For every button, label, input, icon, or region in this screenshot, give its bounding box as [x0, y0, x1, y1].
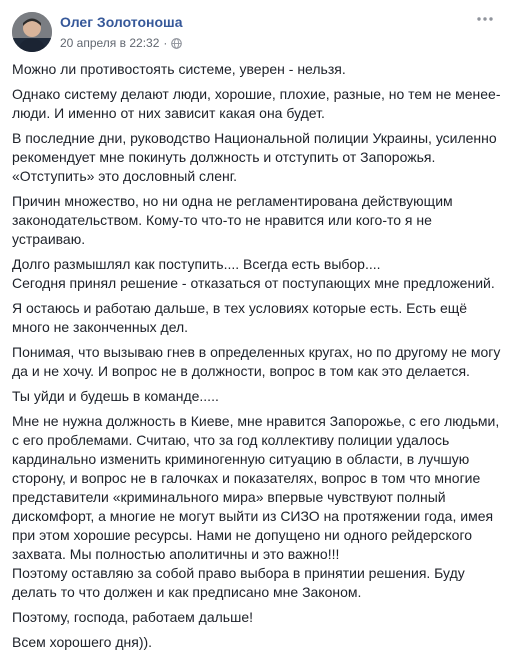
post-text: [12, 60, 501, 658]
post-text-line: делать то что должен и как предписано мне Законом.: [12, 584, 362, 600]
post-paragraph: [12, 412, 501, 602]
post-paragraph: [12, 633, 501, 652]
author-name[interactable]: Олег Золотоноша: [60, 14, 183, 30]
post-text-line: представители «криминального мира» впервые чувствуют полный: [12, 489, 446, 505]
post-text-line: Всем хорошего дня)).: [12, 634, 153, 650]
post-timestamp[interactable]: 20 апреля в 22:32: [60, 36, 160, 50]
post-text-line: устраиваю.: [12, 231, 86, 247]
post-text-line: «Отступить» это дословный сленг.: [12, 168, 238, 184]
post-paragraph: [12, 343, 501, 381]
post-paragraph: [12, 387, 501, 406]
post-paragraph: [12, 85, 501, 123]
post-text-line: дискомфорт, а многие не могут выйти из СИЗО на протяжении года, имея: [12, 508, 494, 524]
post-text-line: да и не хочу. И вопрос не в должности, вопрос в том как это делается.: [12, 363, 470, 379]
post-text-line: Поэтому оставляю за собой право выбора в принятии решения. Буду: [12, 565, 465, 581]
post-text-line: Поэтому, господа, работаем дальше!: [12, 609, 254, 625]
author-avatar[interactable]: [12, 12, 52, 52]
post-paragraph: [12, 299, 501, 337]
post-text-line: люди. И именно от них зависит какая она будет.: [12, 105, 325, 121]
post-text-line: Однако систему делают люди, хорошие, плохие, разные, но тем не менее-: [12, 86, 501, 102]
more-options-icon[interactable]: [475, 12, 495, 26]
globe-icon[interactable]: [171, 38, 182, 49]
post-text-line: кардинально изменить криминогенную ситуацию в области, в лучшую: [12, 451, 470, 467]
post-header: [12, 12, 497, 54]
post-paragraph: [12, 60, 501, 79]
post-text-line: законодательством. Кому-то что-то не нравится или кого-то я не: [12, 212, 432, 228]
post-text-line: В последние дни, руководство Национальной полиции Украины, усиленно: [12, 130, 497, 146]
post-text-line: Мне не нужна должность в Киеве, мне нравится Запорожье, с его людьми,: [12, 413, 500, 429]
avatar-image: [12, 12, 52, 52]
post-text-line: с его проблемами. Считаю, что за год коллективу полиции удалось: [12, 432, 450, 448]
post-paragraph: [12, 608, 501, 627]
post-text-line: при этом хорошие ресурсы. Нами не допущено ни одного рейдерского: [12, 527, 473, 543]
post-text-line: Я остаюсь и работаю дальше, в тех условиях которые есть. Есть ещё: [12, 300, 468, 316]
post-paragraph: [12, 255, 501, 293]
post-text-line: Ты уйди и будешь в команде.....: [12, 388, 219, 404]
meta-separator: ·: [163, 36, 168, 50]
post-text-line: Сегодня принял решение - отказаться от поступающих мне предложений.: [12, 275, 495, 291]
post-text-line: рекомендует мне покинуть должность и отступить от Запорожья.: [12, 149, 436, 165]
post-paragraph: [12, 129, 501, 186]
post-text-line: захвата. Мы полностью аполитичны и это важно!!!: [12, 546, 340, 562]
post-text-line: Причин множество, но ни одна не регламентирована действующим: [12, 193, 453, 209]
post-meta: [60, 36, 182, 50]
post-text-line: Понимая, что вызываю гнев в определенных кругах, но по другому не могу: [12, 344, 501, 360]
post-text-line: сторону, и вопрос не в галочках и показателях, вопрос в том что многие: [12, 470, 481, 486]
post-text-line: Долго размышлял как поступить.... Всегда есть выбор....: [12, 256, 381, 272]
post-text-line: много не законченных дел.: [12, 319, 189, 335]
post-paragraph: [12, 192, 501, 249]
post-text-line: Можно ли противостоять системе, уверен - нельзя.: [12, 61, 346, 77]
